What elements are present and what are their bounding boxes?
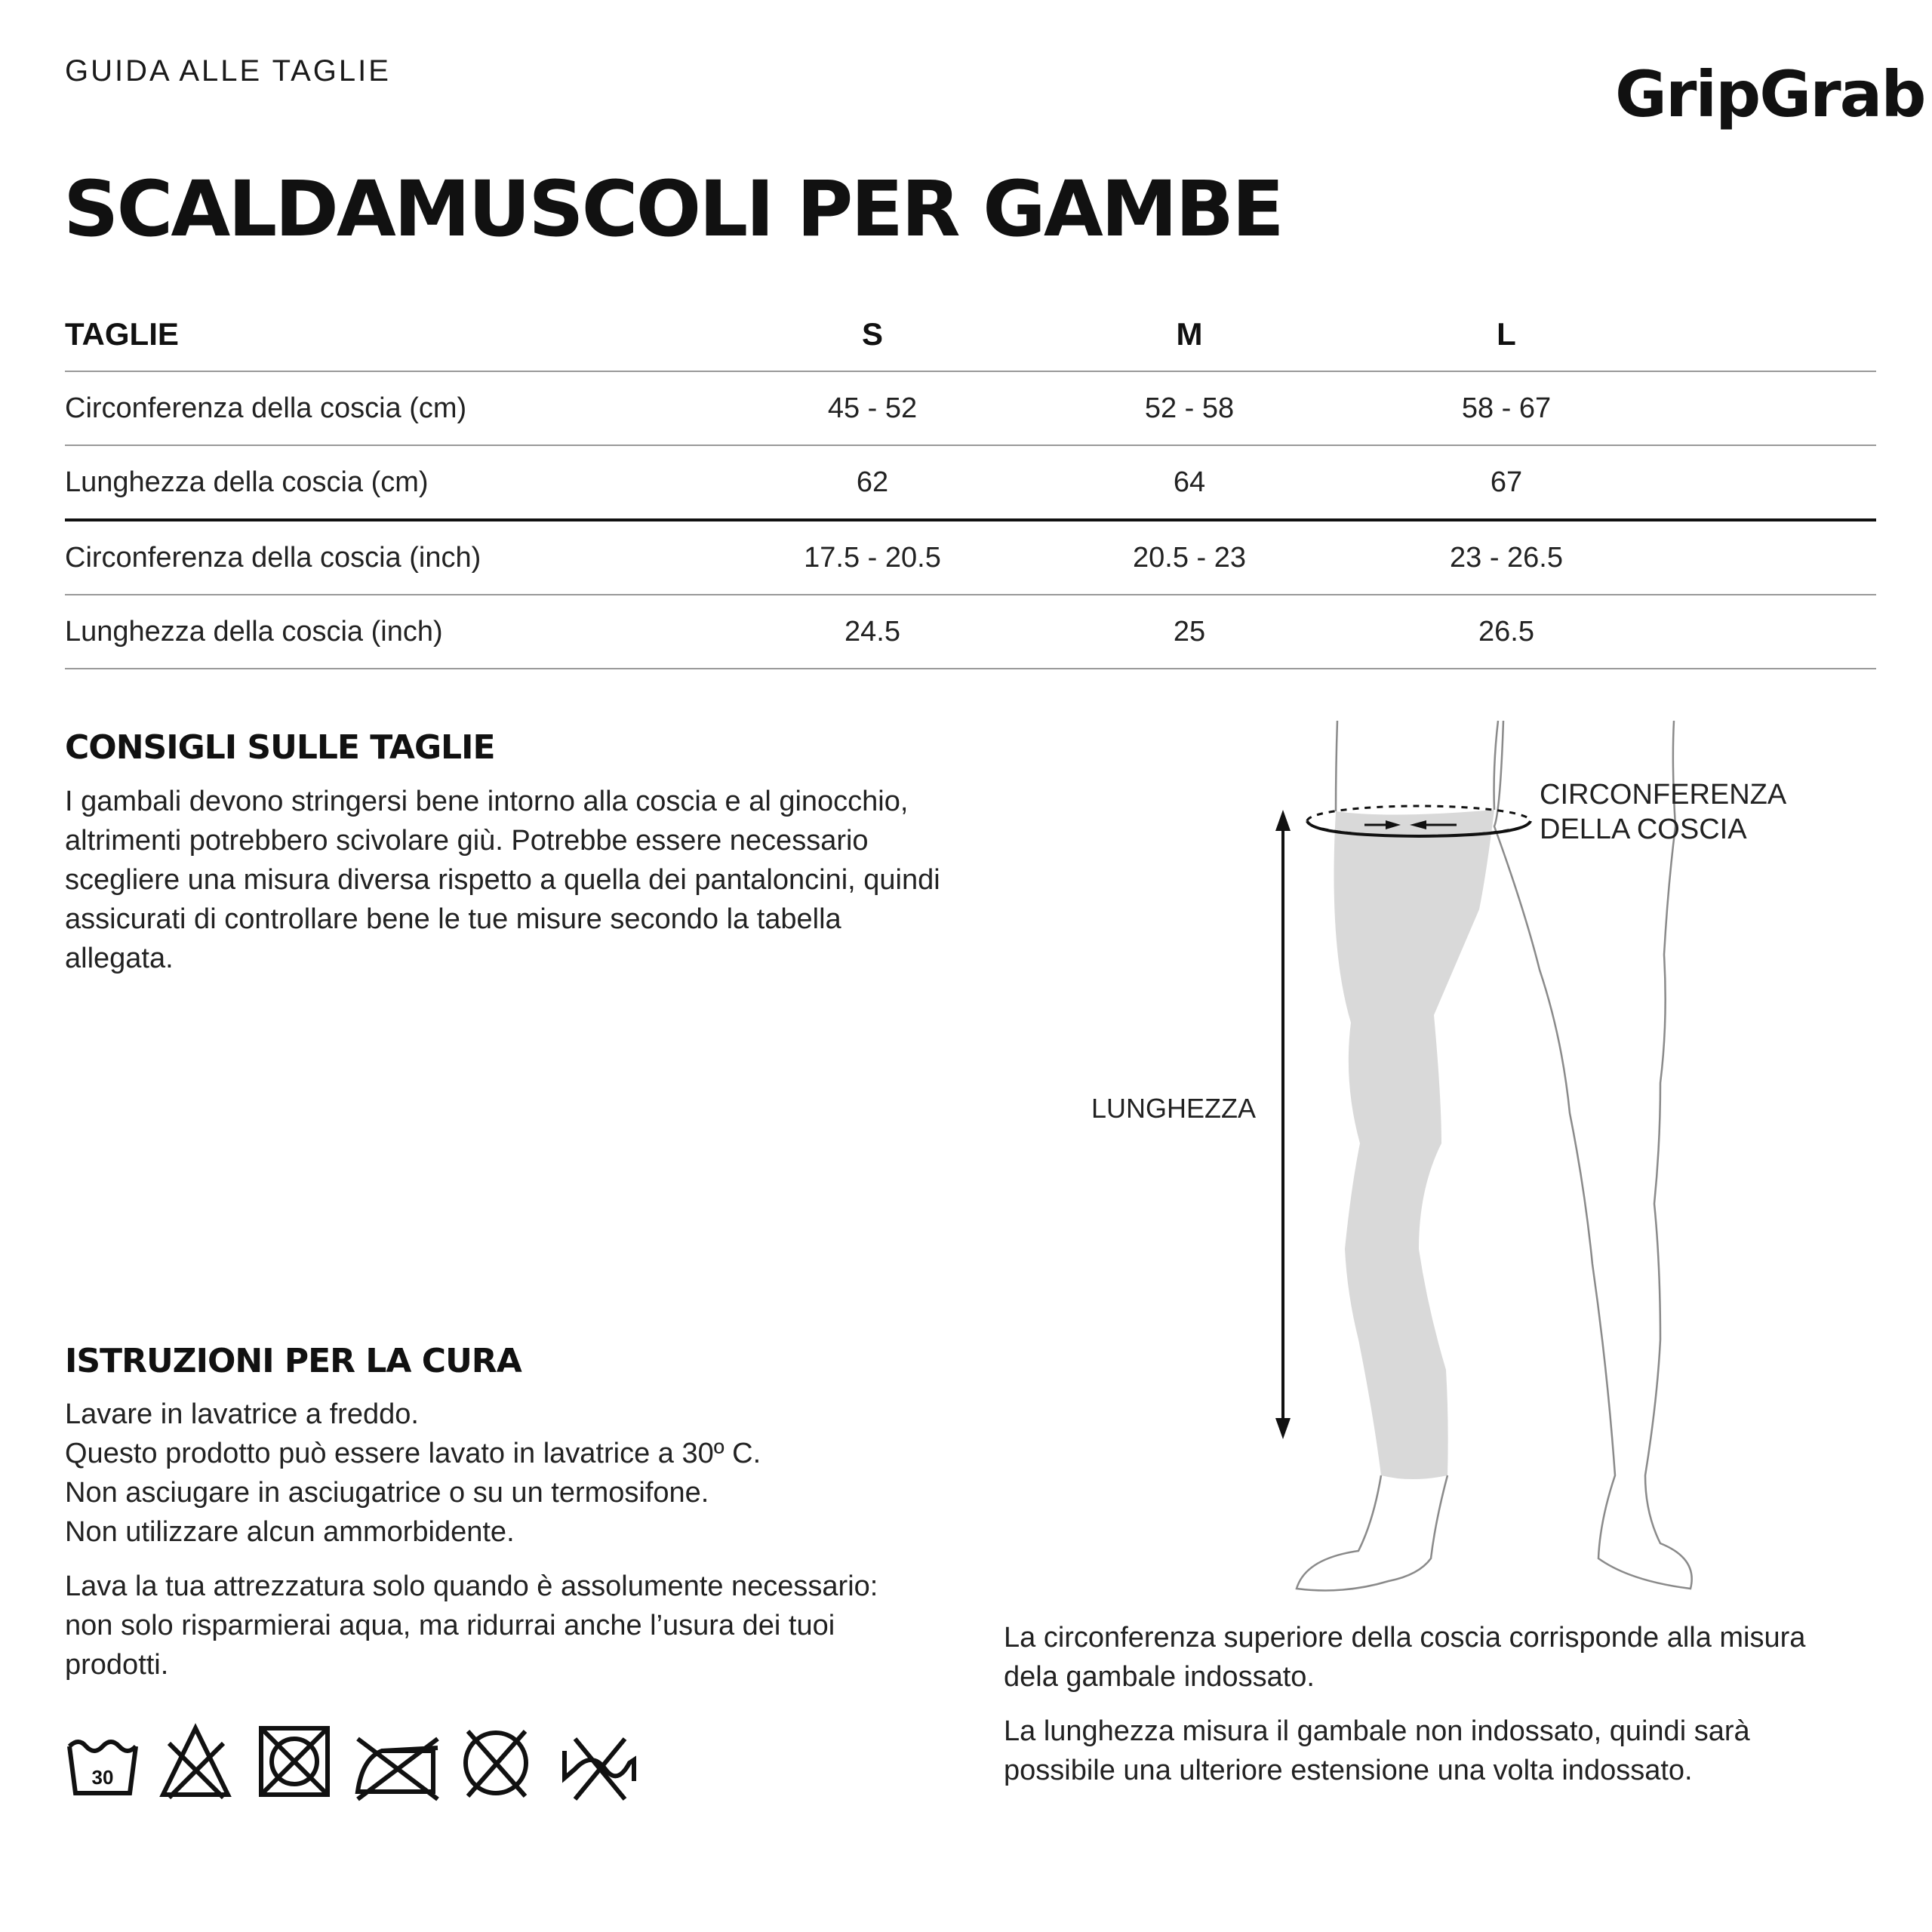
circumference-label-line1: CIRCONFERENZA bbox=[1540, 779, 1787, 811]
size-table bbox=[65, 298, 1876, 669]
cell-value: 26.5 bbox=[1348, 595, 1665, 669]
cell-spacer bbox=[1665, 595, 1876, 669]
length-label: LUNGHEZZA bbox=[1091, 1093, 1257, 1124]
svg-text:30: 30 bbox=[91, 1766, 114, 1789]
brand-logo: GripGrab bbox=[1615, 57, 1925, 131]
circumference-label-line2: DELLA COSCIA bbox=[1540, 814, 1747, 845]
care-note: Lava la tua attrezzatura solo quando è assolumente necessario: non solo risparmierai aqua, ma ridurrai anche l’usura dei tuoi prodotti. bbox=[65, 1571, 878, 1681]
guide-eyebrow: GUIDA ALLE TAGLIE bbox=[65, 54, 391, 88]
cell-spacer bbox=[1665, 371, 1876, 445]
table-row bbox=[65, 595, 1876, 669]
circumference-label bbox=[1540, 777, 1786, 847]
tips-heading: CONSIGLI SULLE TAGLIE bbox=[65, 728, 495, 767]
cell-value: 58 - 67 bbox=[1348, 371, 1665, 445]
header-size-l: L bbox=[1348, 298, 1665, 371]
leg-warmer-shape bbox=[1334, 810, 1495, 1479]
no-tumble-dry-icon bbox=[261, 1728, 328, 1795]
care-line: Non asciugare in asciugatrice o su un termosifone. bbox=[65, 1477, 709, 1509]
no-iron-icon bbox=[358, 1739, 438, 1799]
cell-value: 64 bbox=[1031, 445, 1348, 520]
no-dry-clean-icon bbox=[466, 1731, 526, 1796]
care-line: Questo prodotto può essere lavato in lavatrice a 30º C. bbox=[65, 1438, 761, 1469]
length-arrow-top-icon bbox=[1275, 810, 1291, 831]
row-label: Circonferenza della coscia (inch) bbox=[65, 520, 714, 595]
page-title: SCALDAMUSCOLI PER GAMBE bbox=[63, 165, 1282, 254]
table-row bbox=[65, 520, 1876, 595]
header-spacer bbox=[1665, 298, 1876, 371]
row-label: Lunghezza della coscia (inch) bbox=[65, 595, 714, 669]
row-label: Circonferenza della coscia (cm) bbox=[65, 371, 714, 445]
cell-spacer bbox=[1665, 445, 1876, 520]
table-row bbox=[65, 371, 1876, 445]
cell-value: 20.5 - 23 bbox=[1031, 520, 1348, 595]
care-icons bbox=[65, 1721, 654, 1804]
length-arrow-bottom-icon bbox=[1275, 1418, 1291, 1439]
no-bleach-icon bbox=[163, 1728, 228, 1798]
cell-value: 62 bbox=[714, 445, 1031, 520]
length-note: La lunghezza misura il gambale non indossato, quindi sarà possibile una ulteriore estensione una volta indossato. bbox=[1004, 1715, 1750, 1786]
care-instructions bbox=[65, 1395, 955, 1552]
care-heading: ISTRUZIONI PER LA CURA bbox=[65, 1342, 521, 1380]
header-sizes: TAGLIE bbox=[65, 298, 714, 371]
care-section bbox=[65, 1342, 521, 1380]
cell-value: 24.5 bbox=[714, 595, 1031, 669]
cell-value: 17.5 - 20.5 bbox=[714, 520, 1031, 595]
tips-text: I gambali devono stringersi bene intorno alla coscia e al ginocchio, altrimenti potrebbero scivolare giù. Potrebbe essere necessario scegliere una misura diversa rispetto a quella dei pantaloncini, quindi assicurati di controllare bene le tue misure secondo la tabella allegata. bbox=[65, 786, 940, 974]
cell-value: 25 bbox=[1031, 595, 1348, 669]
care-line: Lavare in lavatrice a freddo. bbox=[65, 1398, 419, 1430]
size-table-header bbox=[65, 298, 1876, 371]
cell-value: 67 bbox=[1348, 445, 1665, 520]
header-size-s: S bbox=[714, 298, 1031, 371]
cell-value: 52 - 58 bbox=[1031, 371, 1348, 445]
table-row bbox=[65, 445, 1876, 520]
cell-value: 23 - 26.5 bbox=[1348, 520, 1665, 595]
cell-value: 45 - 52 bbox=[714, 371, 1031, 445]
circumference-note: La circonferenza superiore della coscia corrisponde alla misura dela gambale indossato. bbox=[1004, 1622, 1806, 1693]
tips-section bbox=[65, 728, 495, 767]
wash-30-icon bbox=[69, 1742, 136, 1793]
care-line: Non utilizzare alcun ammorbidente. bbox=[65, 1516, 515, 1548]
row-label: Lunghezza della coscia (cm) bbox=[65, 445, 714, 520]
no-wring-icon bbox=[565, 1739, 634, 1799]
leg-diagram bbox=[1238, 721, 1781, 1596]
cell-spacer bbox=[1665, 520, 1876, 595]
header-size-m: M bbox=[1031, 298, 1348, 371]
